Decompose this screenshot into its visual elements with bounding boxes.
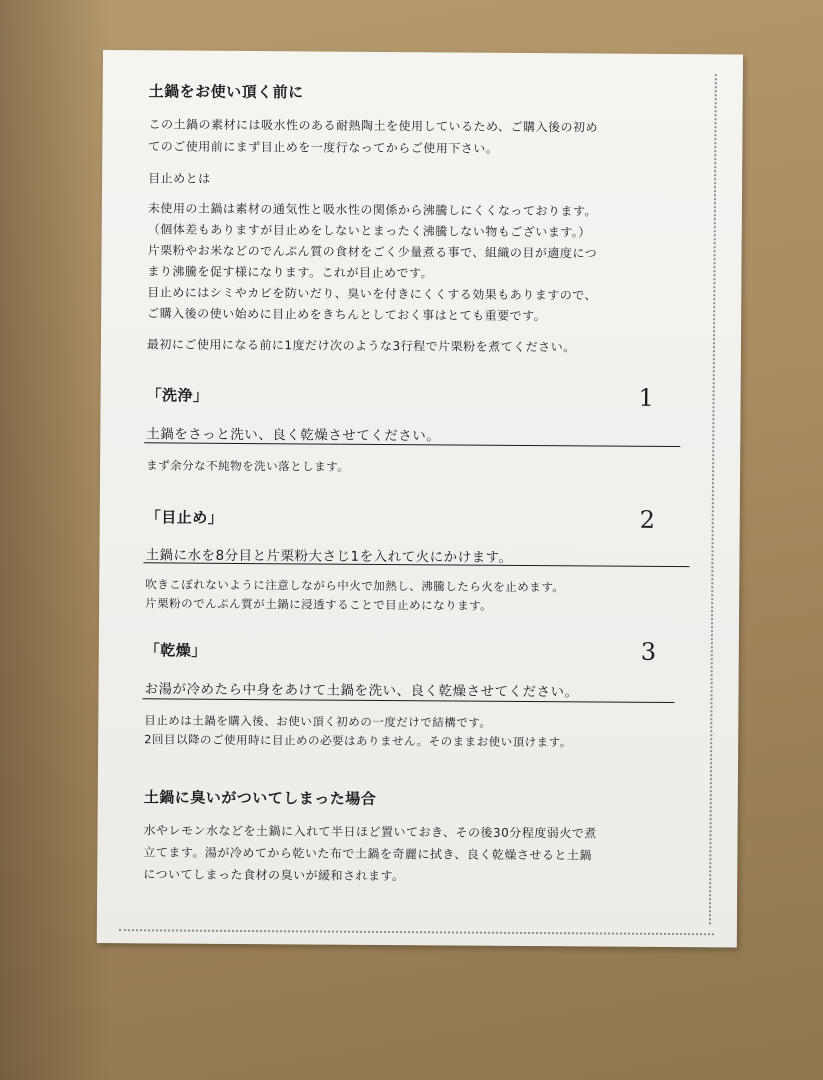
odor-line-3: についてしまった食材の臭いが緩和されます。 xyxy=(143,867,405,884)
what-is-line-2: （個体差もありますが目止めをしないとまったく沸騰しない物もございます。） xyxy=(147,222,591,240)
step-2-heading: 「目止め」 xyxy=(145,508,224,527)
step-2-number: 2 xyxy=(639,505,656,534)
perforation-right xyxy=(709,74,717,924)
step-1-instruction: 土鍋をさっと洗い、良く乾燥させてください。 xyxy=(146,426,441,445)
step-3-heading: 「乾燥」 xyxy=(144,641,207,660)
step-3-note-1: 目止めは土鍋を購入後、お使い頂く初めの一度だけで結構です。 xyxy=(144,713,492,730)
odor-line-2: 立てます。湯が冷めてから乾いた布で土鍋を奇麗に拭き、良く乾燥させると土鍋 xyxy=(143,845,593,863)
sheet-title: 土鍋をお使い頂く前に xyxy=(148,82,304,102)
instruction-sheet xyxy=(97,50,743,947)
intro-line-1: この土鍋の素材には吸水性のある耐熱陶土を使用しているため、ご購入後の初め xyxy=(148,117,599,135)
odor-line-1: 水やレモン水などを土鍋に入れて半日ほど置いておき、その後30分程度弱火で煮 xyxy=(143,823,597,841)
table-shadow xyxy=(0,0,110,1080)
odor-heading: 土鍋に臭いがついてしまった場合 xyxy=(143,788,377,808)
what-is-line-1: 未使用の土鍋は素材の通気性と吸水性の関係から沸騰しにくくなっております。 xyxy=(147,201,597,219)
step-1-note-1: まず余分な不純物を洗い落とします。 xyxy=(146,458,350,474)
step-3-note-2: 2回目以降のご使用時に目止めの必要はありません。そのままお使い頂けます。 xyxy=(144,732,572,750)
step-2-note-2: 片栗粉のでんぷん質が土鍋に浸透することで目止めになります。 xyxy=(145,596,493,613)
perforation-bottom xyxy=(119,929,714,935)
step-2-instruction: 土鍋に水を8分目と片栗粉大さじ1を入れて火にかけます。 xyxy=(145,547,513,566)
step-3-instruction: お湯が冷めたら中身をあけて土鍋を洗い、良く乾燥させてください。 xyxy=(144,681,579,701)
what-is-line-5: 目止めにはシミやカビを防いだり、臭いを付きにくくする効果もありますので、 xyxy=(147,285,598,303)
step-1-heading: 「洗浄」 xyxy=(146,386,209,405)
what-is-line-4: まり沸騰を促す様になります。これが目止めです。 xyxy=(147,264,434,281)
what-is-heading: 目止めとは xyxy=(148,171,211,186)
step-1-number: 1 xyxy=(638,383,654,412)
step-2-note-1: 吹きこぼれないように注意しながら中火で加熱し、沸騰したら火を止めます。 xyxy=(145,577,565,595)
intro-line-2: てのご使用前にまず目止めを一度行なってからご使用下さい。 xyxy=(148,139,499,156)
what-is-line-6: ご購入後の使い始めに目止めをきちんとしておく事はとても重要です。 xyxy=(147,306,547,324)
step-3-number: 3 xyxy=(640,637,657,666)
first-use-note: 最初にご使用になる前に1度だけ次のような3行程で片栗粉を煮てください。 xyxy=(146,337,576,355)
what-is-line-3: 片栗粉やお米などのでんぷん質の食材をごく少量煮る事で、組織の目が適度につ xyxy=(147,243,598,261)
